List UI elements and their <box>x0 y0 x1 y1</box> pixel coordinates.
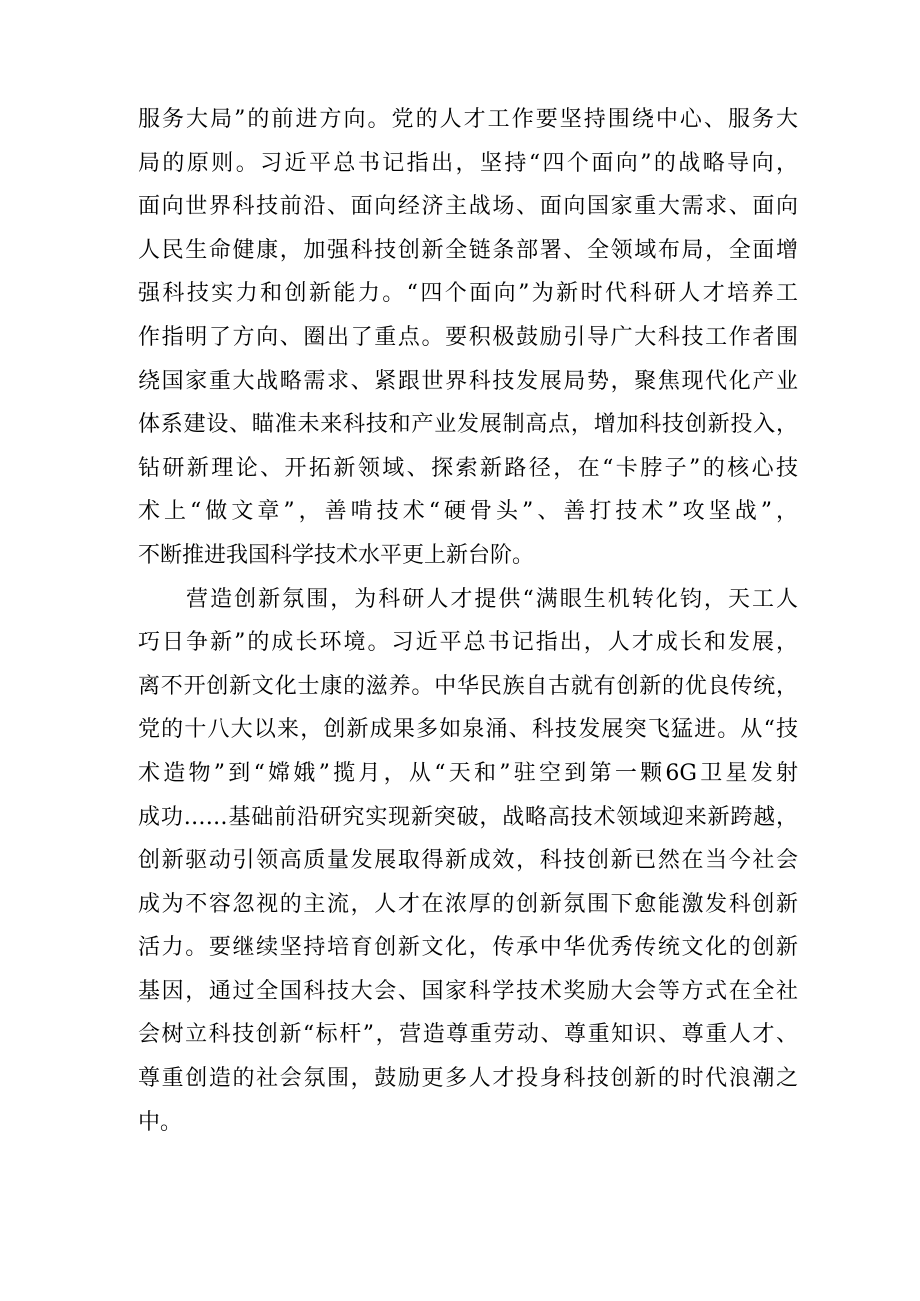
text-line: 尊重创造的社会氛围，鼓励更多人才投身科技创新的时代浪潮之 <box>138 1066 798 1092</box>
text-line: 党的十八大以来，创新成果多如泉涌、科技发展突飞猛进。从“技 <box>138 717 798 743</box>
text-line: 成功……基础前沿研究实现新突破，战略高技术领域迎来新跨越， <box>138 804 798 830</box>
text-line: 基因，通过全国科技大会、国家科学技术奖励大会等方式在全社 <box>138 978 798 1004</box>
text-line: 巧日争新”的成长环境。习近平总书记指出，人才成长和发展， <box>138 630 798 656</box>
text-line: 成为不容忽视的主流，人才在浓厚的创新氛围下愈能激发科创新 <box>138 891 798 917</box>
text-line: 绕国家重大战略需求、紧跟世界科技发展局势，聚焦现代化产业 <box>138 368 798 394</box>
text-line: 中。 <box>138 1109 183 1135</box>
text-line: 创新驱动引领高质量发展取得新成效，科技创新已然在当今社会 <box>138 848 798 874</box>
text-line: 离不开创新文化士康的滋养。中华民族自古就有创新的优良传统， <box>138 673 798 699</box>
text-line: 面向世界科技前沿、面向经济主战场、面向国家重大需求、面向 <box>138 194 798 220</box>
text-line: 服务大局”的前进方向。党的人才工作要坚持围绕中心、服务大 <box>138 107 798 132</box>
text-line: 不断推进我国科学技术水平更上新台阶。 <box>138 542 535 568</box>
text-line: 营造创新氛围，为科研人才提供“满眼生机转化钧，天工人 <box>138 586 798 612</box>
text-line: 强科技实力和创新能力。“四个面向”为新时代科研人才培养工 <box>138 281 798 307</box>
text-line: 会树立科技创新“标杆”，营造尊重劳动、尊重知识、尊重人才、 <box>138 1022 798 1048</box>
text-line: 作指明了方向、圈出了重点。要积极鼓励引导广大科技工作者围 <box>138 324 798 350</box>
text-line: 术上“做文章”，善啃技术“硬骨头”、善打技术”攻坚战”， <box>138 499 798 525</box>
body-text <box>138 98 798 1144</box>
text-line: 体系建设、瞄准未来科技和产业发展制高点，增加科技创新投入， <box>138 412 798 438</box>
text-line: 活力。要继续坚持培育创新文化，传承中华优秀传统文化的创新 <box>138 935 798 961</box>
text-line: 钻研新理论、开拓新领域、探索新路径，在“卡脖子”的核心技 <box>138 455 798 481</box>
text-line: 术造物”到“嫦娥”揽月，从“天和”驻空到第一颗6G卫星发射 <box>138 760 798 786</box>
text-line: 人民生命健康，加强科技创新全链条部署、全领域布局，全面增 <box>138 237 798 263</box>
text-line: 局的原则。习近平总书记指出，坚持“四个面向”的战略导向， <box>138 150 798 176</box>
